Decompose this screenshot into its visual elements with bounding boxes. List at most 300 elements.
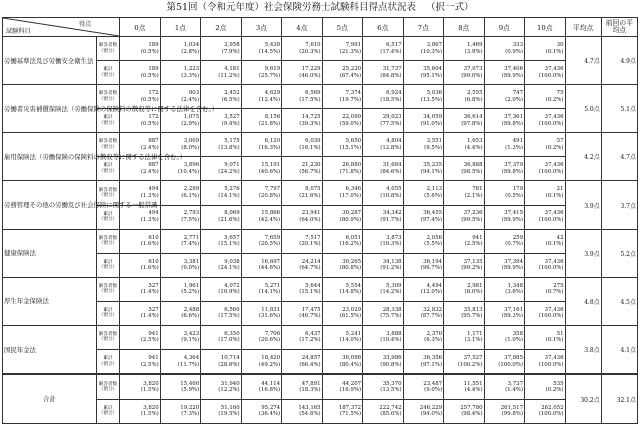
cell-percent: (0.1%) — [545, 48, 564, 55]
count-label — [96, 325, 119, 349]
cumulative-cell — [525, 399, 565, 423]
cell-value: 5,644 — [305, 282, 321, 289]
cell-percent: (12.8%) — [380, 144, 402, 151]
cell-value: 7,517 — [305, 234, 321, 241]
cumulative-cell — [444, 350, 484, 375]
count-cell — [403, 37, 443, 61]
cumulative-cell — [363, 301, 403, 325]
row-label-pct: （割合） — [98, 168, 118, 174]
cell-percent: (9.0%) — [424, 387, 443, 394]
cumulative-cell — [403, 157, 443, 181]
row-label-pct: （割合） — [98, 265, 118, 271]
cell-value: 3,873 — [386, 234, 402, 241]
previous-average-score: 32.1点 — [601, 374, 637, 423]
cell-value: 6,517 — [386, 41, 402, 48]
count-cell — [241, 37, 281, 61]
cell-value: 8,069 — [224, 210, 240, 217]
count-cell — [484, 229, 524, 253]
cell-value: 5,276 — [224, 186, 240, 193]
cell-percent: (67.4%) — [339, 72, 362, 79]
average-score: 5.0点 — [565, 85, 601, 133]
cell-percent: (80.8%) — [339, 265, 362, 272]
cell-percent: (94.1%) — [420, 168, 443, 175]
subject-row — [3, 61, 638, 85]
cell-percent: (1.3%) — [140, 193, 159, 199]
cell-value: 31,940 — [220, 380, 240, 387]
cell-value: 15,191 — [261, 162, 281, 169]
cell-percent: (100.0%) — [538, 411, 564, 418]
cell-value: 262,052 — [541, 404, 564, 411]
cell-percent: (17.2%) — [299, 337, 321, 344]
cumulative-cell — [525, 301, 565, 325]
cumulative-cell — [525, 350, 565, 375]
cell-percent: (1.4%) — [140, 289, 159, 296]
cell-percent: (6.5%) — [221, 96, 240, 103]
count-cell — [363, 85, 403, 109]
cell-value: 11,831 — [261, 306, 281, 313]
cumulative-cell — [201, 350, 241, 375]
average-score: 30.2点 — [565, 374, 601, 423]
count-cell — [363, 325, 403, 349]
count-cell — [363, 37, 403, 61]
cell-value: 37,135 — [463, 258, 483, 265]
cell-percent: (46.7%) — [299, 313, 321, 320]
cell-value: 5,438 — [264, 41, 281, 48]
cell-percent: (14.0%) — [339, 337, 362, 344]
cell-value: 1,034 — [183, 41, 200, 48]
cell-percent: (71.5%) — [339, 411, 362, 418]
subject-row — [3, 301, 638, 325]
cell-value: 1,961 — [183, 282, 200, 289]
cell-percent: (91.2%) — [380, 265, 402, 272]
cell-value: 32,832 — [423, 306, 443, 313]
cell-percent: (10.4%) — [380, 337, 402, 344]
cell-value: 527 — [148, 306, 159, 313]
cell-percent: (66.4%) — [299, 361, 321, 368]
cell-value: 24,857 — [301, 355, 321, 362]
cell-value: 25,220 — [342, 66, 362, 73]
row-label: 解答者数 — [98, 381, 118, 387]
cell-percent: (20.5%) — [258, 241, 281, 248]
cell-percent: (46.0%) — [299, 72, 321, 79]
cell-value: 37,436 — [544, 162, 564, 169]
cell-value: 6,346 — [345, 186, 362, 193]
row-label: 累計 — [103, 259, 113, 265]
cell-percent: (1.6%) — [140, 265, 159, 272]
cell-percent: (6.8%) — [464, 96, 483, 103]
count-cell — [444, 374, 484, 399]
cell-value: 7,706 — [264, 330, 281, 337]
cumulative-cell — [322, 205, 362, 229]
cell-value: 36,614 — [463, 114, 483, 121]
cell-percent: (2.5%) — [140, 361, 159, 368]
cell-percent: (28.6%) — [218, 361, 240, 368]
cell-value: 36,455 — [423, 210, 443, 217]
cell-value: 10,714 — [220, 355, 240, 362]
previous-average-score: 5.1点 — [601, 85, 637, 133]
score-header: 6点 — [363, 18, 403, 37]
count-cell — [201, 37, 241, 61]
subject-row — [3, 350, 638, 375]
cell-value: 9,619 — [264, 66, 281, 73]
cell-percent: (77.5%) — [380, 120, 402, 127]
previous-average-score: 4.1点 — [601, 325, 637, 374]
cell-percent: (0.1%) — [545, 337, 564, 344]
cumulative-cell — [322, 399, 362, 423]
cell-percent: (17.0%) — [218, 337, 240, 344]
row-label-pct: （割合） — [98, 337, 118, 343]
cell-percent: (1.3%) — [505, 144, 524, 151]
cell-value: 4,364 — [183, 355, 200, 362]
count-cell — [322, 37, 362, 61]
cell-percent: (10.3%) — [380, 241, 402, 248]
cell-percent: (95.1%) — [420, 72, 443, 79]
cell-value: 3,867 — [426, 41, 443, 48]
cell-value: 887 — [148, 138, 159, 145]
row-label-pct: （割合） — [98, 313, 118, 319]
cell-percent: (2.4%) — [140, 144, 159, 151]
cell-value: 6,924 — [386, 90, 402, 97]
cumulative-label — [96, 301, 119, 325]
cell-percent: (2.4%) — [181, 96, 200, 103]
corner-header — [3, 18, 120, 37]
cell-percent: (1.6%) — [140, 241, 159, 248]
cell-value: 21,230 — [301, 162, 321, 169]
count-cell — [282, 229, 322, 253]
cell-percent: (71.8%) — [339, 168, 362, 175]
cumulative-cell — [322, 301, 362, 325]
cell-value: 37,406 — [504, 66, 524, 73]
subject-name: 労働者災害補償保険法（労働保険の保険料の徴収等に関する法律を含む。） — [3, 85, 97, 133]
cell-value: 35,813 — [463, 306, 483, 313]
cell-percent: (0.5%) — [140, 96, 159, 103]
subject-row — [3, 37, 638, 61]
cell-value: 2,370 — [426, 330, 443, 337]
cell-value: 15,866 — [261, 210, 281, 217]
count-cell — [444, 229, 484, 253]
cell-percent: (98.4%) — [461, 411, 483, 418]
cell-percent: (8.0%) — [464, 289, 483, 296]
cell-value: 30 — [556, 41, 564, 48]
cumulative-cell — [363, 61, 403, 85]
previous-average-score: 3.7点 — [601, 181, 637, 229]
cell-percent: (20.3%) — [299, 48, 321, 55]
cell-percent: (91.0%) — [420, 120, 443, 127]
cumulative-label — [96, 253, 119, 277]
subject-row — [3, 253, 638, 277]
cell-value: 37,436 — [544, 66, 564, 73]
subject-name: 雇用保険法（労働保険の保険料の徴収等に関する法律を含む。） — [3, 133, 97, 181]
cell-percent: (16.8%) — [258, 387, 281, 394]
cell-value: 527 — [148, 282, 159, 289]
cell-percent: (99.8%) — [501, 168, 524, 175]
cell-value: 259 — [512, 234, 524, 241]
count-cell — [241, 85, 281, 109]
cumulative-label — [96, 350, 119, 375]
cell-percent: (9.0%) — [181, 265, 200, 272]
row-label-pct: （割合） — [98, 72, 118, 78]
row-label: 解答者数 — [98, 139, 118, 145]
cell-value: 4,494 — [426, 282, 443, 289]
cumulative-cell — [484, 61, 524, 85]
cell-value: 23,029 — [342, 306, 362, 313]
row-label: 累計 — [103, 67, 113, 73]
count-cell — [525, 133, 565, 157]
cell-value: 36,356 — [423, 355, 443, 362]
cumulative-cell — [363, 350, 403, 375]
cell-value: 7,610 — [305, 41, 321, 48]
cumulative-cell — [403, 399, 443, 423]
cumulative-cell — [201, 157, 241, 181]
cell-percent: (16.2%) — [339, 241, 362, 248]
cell-value: 8,156 — [264, 114, 281, 121]
count-cell — [525, 37, 565, 61]
cell-percent: (0.2%) — [545, 96, 564, 103]
cell-percent: (3.1%) — [464, 337, 483, 344]
cell-value: 34,059 — [423, 114, 443, 121]
average-score: 4.2点 — [565, 133, 601, 181]
cumulative-cell — [282, 157, 322, 181]
count-cell — [403, 133, 443, 157]
cell-value: 6,120 — [264, 138, 281, 145]
cell-percent: (0.1%) — [545, 241, 564, 248]
cell-percent: (25.7%) — [258, 72, 281, 79]
average-score: 4.7点 — [565, 37, 601, 85]
cumulative-cell — [444, 109, 484, 133]
cell-percent: (12.0%) — [420, 289, 443, 296]
cell-value: 257,780 — [460, 404, 483, 411]
cumulative-cell — [120, 301, 160, 325]
score-header: 1点 — [160, 18, 200, 37]
cell-percent: (15.1%) — [299, 289, 321, 296]
cumulative-cell — [120, 253, 160, 277]
cell-value: 747 — [512, 90, 524, 97]
cell-percent: (99.5%) — [461, 217, 483, 224]
cell-percent: (14.2%) — [380, 289, 402, 296]
cell-percent: (97.8%) — [461, 120, 483, 127]
cell-value: 2,793 — [183, 210, 200, 217]
cell-percent: (99.0%) — [461, 72, 483, 79]
cell-percent: (14.1%) — [258, 289, 281, 296]
cumulative-cell — [403, 253, 443, 277]
cell-value: 21 — [556, 186, 564, 193]
cell-value: 941 — [472, 234, 483, 241]
cell-value: 5,175 — [224, 138, 240, 145]
subject-name: 厚生年金保険法 — [3, 277, 97, 325]
cell-percent: (97.1%) — [420, 361, 443, 368]
cumulative-cell — [444, 205, 484, 229]
cell-value: 34,138 — [382, 258, 402, 265]
cumulative-cell — [484, 253, 524, 277]
cell-value: 7,374 — [345, 90, 362, 97]
cumulative-cell — [525, 61, 565, 85]
cell-value: 1,653 — [467, 138, 483, 145]
cell-value: 11,551 — [463, 380, 483, 387]
subject-name: 国民年金法 — [3, 325, 97, 374]
cell-percent: (7.5%) — [181, 217, 200, 224]
count-cell — [525, 374, 565, 399]
cumulative-cell — [160, 399, 200, 423]
count-cell — [322, 277, 362, 301]
count-cell — [484, 85, 524, 109]
previous-average-score: 4.5点 — [601, 277, 637, 325]
count-cell — [403, 374, 443, 399]
cell-value: 4,055 — [386, 186, 402, 193]
cell-percent: (12.2%) — [218, 387, 240, 394]
count-cell — [363, 133, 403, 157]
cell-percent: (0.7%) — [505, 241, 524, 248]
count-cell — [282, 181, 322, 205]
count-cell — [444, 85, 484, 109]
corner-score-label: 得点 — [78, 21, 92, 28]
count-cell — [403, 85, 443, 109]
count-cell — [241, 325, 281, 349]
cell-value: 3,527 — [224, 114, 240, 121]
score-table — [2, 17, 638, 424]
cell-percent: (13.5%) — [420, 96, 443, 103]
count-cell — [322, 229, 362, 253]
count-cell — [322, 133, 362, 157]
score-header: 4点 — [282, 18, 322, 37]
cell-value: 6,039 — [305, 138, 321, 145]
cell-value: 4,072 — [224, 282, 240, 289]
cell-value: 5,271 — [264, 282, 281, 289]
count-cell — [525, 325, 565, 349]
cell-percent: (1.3%) — [140, 217, 159, 224]
cumulative-cell — [403, 350, 443, 375]
cell-percent: (5.5%) — [424, 241, 443, 248]
cumulative-cell — [525, 205, 565, 229]
subject-row — [3, 325, 638, 349]
cell-percent: (84.6%) — [380, 168, 402, 175]
cell-percent: (59.0%) — [339, 120, 362, 127]
cell-percent: (13.5%) — [380, 387, 402, 394]
previous-average-score: 4.7点 — [601, 133, 637, 181]
cell-percent: (10.8%) — [380, 193, 402, 199]
cumulative-cell — [403, 109, 443, 133]
cell-value: 24,214 — [301, 258, 321, 265]
cell-value: 1,348 — [507, 282, 524, 289]
count-cell — [322, 181, 362, 205]
cumulative-cell — [160, 350, 200, 375]
cell-percent: (0.1%) — [545, 193, 564, 199]
cumulative-cell — [241, 399, 281, 423]
cell-value: 887 — [148, 162, 159, 169]
cell-value: 37,073 — [463, 66, 483, 73]
cell-value: 6,569 — [305, 90, 321, 97]
row-label: 累計 — [103, 115, 113, 121]
cell-value: 2,981 — [467, 282, 483, 289]
count-cell — [282, 374, 322, 399]
average-score: 4.8点 — [565, 277, 601, 325]
cumulative-cell — [201, 253, 241, 277]
cell-value: 491 — [512, 138, 524, 145]
cell-value: 3,381 — [183, 258, 200, 265]
row-label-pct: （割合） — [98, 120, 118, 126]
cell-percent: (36.4%) — [258, 411, 281, 418]
subject-name: 労務管理その他の労働及び社会保険に関する一般常識 — [3, 181, 97, 229]
cumulative-label — [96, 61, 119, 85]
page-title — [0, 2, 640, 14]
cell-percent: (1.5%) — [140, 387, 159, 394]
count-cell — [403, 325, 443, 349]
cell-percent: (18.3%) — [299, 387, 321, 394]
cell-percent: (15.1%) — [218, 241, 240, 248]
score-header: 10点 — [525, 18, 565, 37]
cell-value: 2,488 — [183, 306, 200, 313]
cell-percent: (24.1%) — [218, 265, 240, 272]
cell-percent: (19.5%) — [218, 411, 240, 418]
cell-value: 941 — [148, 330, 159, 337]
cumulative-cell — [484, 157, 524, 181]
cell-percent: (20.8%) — [258, 193, 281, 199]
cell-percent: (1.4%) — [505, 387, 524, 394]
row-label: 累計 — [103, 163, 113, 169]
cell-percent: (9.5%) — [424, 144, 443, 151]
cumulative-cell — [363, 399, 403, 423]
count-cell — [484, 37, 524, 61]
cell-value: 34,342 — [382, 210, 402, 217]
cumulative-cell — [444, 61, 484, 85]
count-cell — [201, 374, 241, 399]
total-row — [3, 399, 638, 423]
cell-percent: (49.2%) — [258, 361, 281, 368]
cell-percent: (95.7%) — [461, 313, 483, 320]
title-text: 第51回（令和元年度）社会保険労務士試験科目得点状況表 — [166, 2, 417, 13]
score-header: 2点 — [201, 18, 241, 37]
cell-value: 5,657 — [224, 234, 240, 241]
cumulative-cell — [322, 61, 362, 85]
count-cell — [322, 325, 362, 349]
cell-value: 30,287 — [342, 210, 362, 217]
cell-percent: (100.0%) — [538, 313, 564, 320]
cumulative-cell — [363, 157, 403, 181]
count-cell — [444, 277, 484, 301]
cell-percent: (84.8%) — [380, 72, 402, 79]
cell-percent: (21.8%) — [258, 120, 281, 127]
count-cell — [444, 133, 484, 157]
cell-value: 172 — [148, 90, 159, 97]
cell-percent: (0.2%) — [545, 144, 564, 151]
count-cell — [201, 181, 241, 205]
cell-percent: (2.4%) — [140, 168, 159, 175]
cell-value: 30,098 — [342, 355, 362, 362]
count-cell — [403, 229, 443, 253]
cell-value: 18,420 — [261, 355, 281, 362]
count-cell — [241, 229, 281, 253]
cell-value: 494 — [148, 210, 159, 217]
count-cell — [282, 85, 322, 109]
cumulative-cell — [403, 205, 443, 229]
cell-value: 8,075 — [305, 186, 321, 193]
cumulative-cell — [160, 205, 200, 229]
count-cell — [241, 181, 281, 205]
cell-value: 95,274 — [261, 404, 281, 411]
cell-percent: (99.9%) — [501, 265, 524, 272]
cumulative-cell — [403, 61, 443, 85]
count-cell — [444, 325, 484, 349]
cell-percent: (20.1%) — [299, 241, 321, 248]
cell-percent: (98.5%) — [461, 168, 483, 175]
score-header: 7点 — [403, 18, 443, 37]
count-cell — [282, 277, 322, 301]
cumulative-cell — [282, 253, 322, 277]
cell-percent: (6.1%) — [181, 193, 200, 199]
cell-value: 7,991 — [345, 41, 362, 48]
cumulative-cell — [484, 301, 524, 325]
cell-value: 143,165 — [298, 404, 321, 411]
cell-percent: (96.7%) — [420, 265, 443, 272]
